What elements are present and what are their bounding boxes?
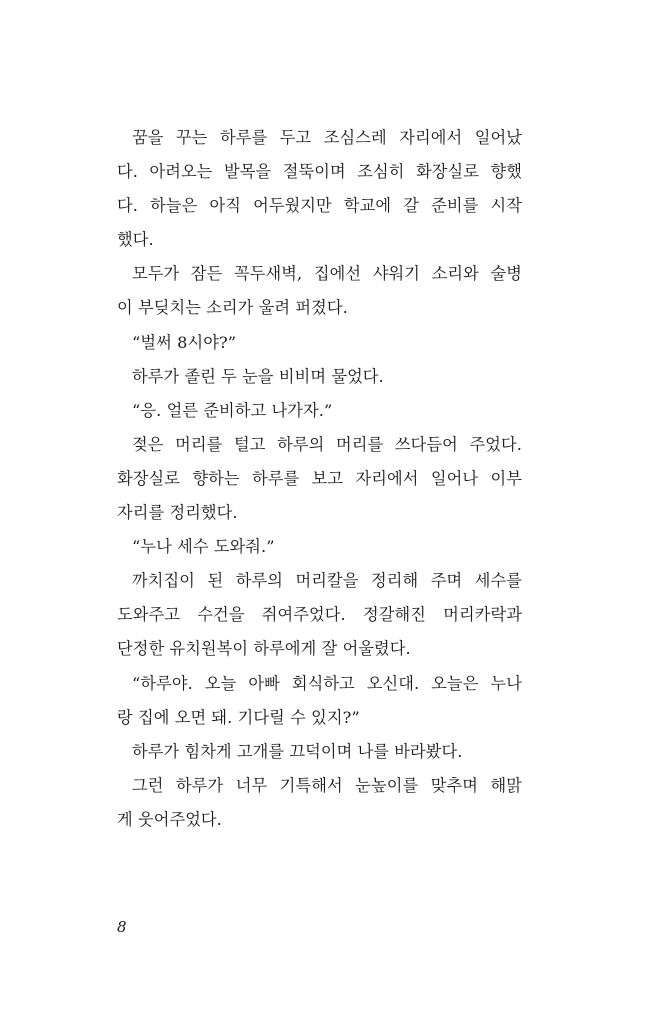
text-line: “응. 얼른 준비하고 나가자.” [132,400,333,420]
text-line: 단정한 유치원복이 하루에게 잘 어울렸다. [117,639,411,659]
text-line: 꿈을 꾸는 하루를 두고 조심스레 자리에서 일어났 [132,128,522,147]
text-line: “하루야. 오늘 아빠 회식하고 오신대. 오늘은 누나 [132,673,522,693]
text-line: 하루가 힘차게 고개를 끄덕이며 나를 바라봤다. [132,741,463,761]
text-line: 까치집이 된 하루의 머리칼을 정리해 주며 세수를 [132,571,522,591]
text-line: 모두가 잠든 꼭두새벽, 집에선 샤워기 소리와 술병 [132,264,522,284]
text-line: 다. 하늘은 아직 어두웠지만 학교에 갈 준비를 시작 [117,196,522,216]
text-line: 랑 집에 오면 돼. 기다릴 수 있지?” [117,707,360,727]
page-number: 8 [117,918,127,936]
text-line: 다. 아려오는 발목을 절뚝이며 조심히 화장실로 향했 [117,162,522,182]
text-line: 그런 하루가 너무 기특해서 눈높이를 맞추며 해맑 [132,775,522,795]
text-line: “벌써 8시야?” [132,332,237,352]
text-line: 젖은 머리를 털고 하루의 머리를 쓰다듬어 주었다. [132,434,522,454]
text-line: 했다. [117,230,154,250]
text-line: 이 부딪치는 소리가 울려 퍼졌다. [117,298,348,318]
body-text [117,121,522,837]
text-line: 게 웃어주었다. [117,809,222,829]
text-line: 자리를 정리했다. [117,503,238,523]
text-line: 도와주고 수건을 쥐여주었다. 정갈해진 머리카락과 [117,605,522,625]
text-line: 하루가 졸린 두 눈을 비비며 물었다. [132,366,384,386]
text-line: 화장실로 향하는 하루를 보고 자리에서 일어나 이부 [117,468,522,488]
text-line: “누나 세수 도와줘.” [132,537,275,557]
